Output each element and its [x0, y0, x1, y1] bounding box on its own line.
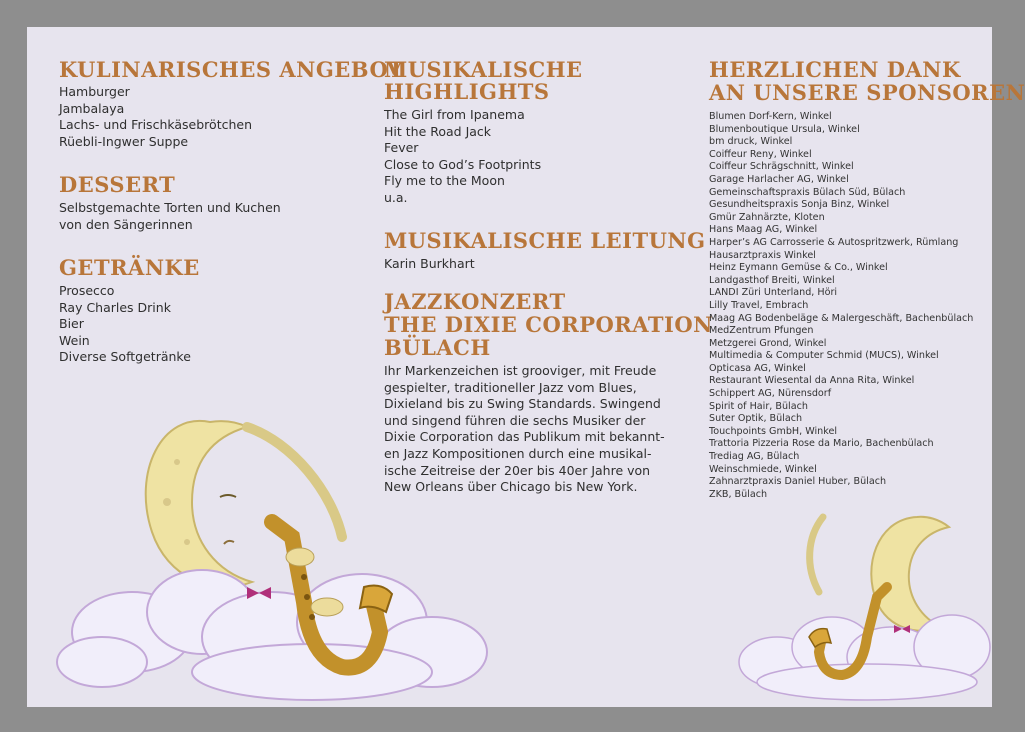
list-item: Ray Charles Drink: [59, 299, 171, 315]
moon-saxophone-illustration-small: [727, 497, 992, 707]
list-item: Lachs- und Frischkäsebrötchen: [59, 117, 253, 133]
sponsor-item: Opticasa AG, Winkel: [709, 362, 806, 374]
sponsor-item: Gesundheitspraxis Sonja Binz, Winkel: [709, 199, 890, 211]
leitung-heading: MUSIKALISCHE LEITUNG: [384, 228, 706, 253]
kulinarisch-list: [59, 84, 359, 150]
sponsor-item: Weinschmiede, Winkel: [709, 463, 817, 475]
getraenke-list: [59, 283, 359, 366]
highlights-heading-line: MUSIKALISCHE: [384, 57, 583, 82]
list-item: Prosecco: [59, 283, 115, 298]
sponsoren-heading: [709, 58, 1025, 104]
list-item: Hit the Road Jack: [384, 123, 492, 139]
sponsor-item: Blumen Dorf-Kern, Winkel: [709, 111, 832, 122]
sponsor-item: LANDI Züri Unterland, Höri: [709, 287, 838, 299]
sponsor-item: Heinz Eymann Gemüse & Co., Winkel: [709, 262, 888, 274]
highlights-heading-line: HIGHLIGHTS: [384, 79, 550, 104]
konzert-heading: [384, 290, 713, 359]
list-item: Hamburger: [59, 84, 130, 99]
sponsor-item: Suter Optik, Bülach: [709, 413, 803, 425]
list-item: Bier: [59, 316, 84, 332]
sponsor-item: Coiffeur Schrägschnitt, Winkel: [709, 161, 854, 173]
sponsor-item: Schippert AG, Nürensdorf: [709, 388, 832, 400]
sponsor-item: Spirit of Hair, Bülach: [709, 400, 808, 412]
list-item: Fly me to the Moon: [384, 173, 505, 189]
list-item: Wein: [59, 332, 90, 348]
sponsor-item: Coiffeur Reny, Winkel: [709, 148, 812, 160]
leitung-name: Karin Burkhart: [384, 256, 475, 271]
konzert-heading-line: THE DIXIE CORPORATION: [384, 312, 713, 337]
list-item: The Girl from Ipanema: [384, 107, 525, 122]
moon-icon: [146, 421, 252, 587]
sponsor-item: Restaurant Wiesental da Anna Rita, Winkel: [709, 375, 915, 387]
sponsoren-heading-line: HERZLICHEN DANK: [709, 57, 961, 82]
kulinarisch-heading: KULINARISCHES ANGEBOT: [59, 57, 405, 82]
konzert-line: en Jazz Kompositionen durch eine musikal-: [384, 445, 652, 461]
sponsor-item: Trattoria Pizzeria Rose da Mario, Bachenbülach: [709, 438, 934, 450]
sponsor-item: Zahnarztpraxis Daniel Huber, Bülach: [709, 476, 887, 488]
sponsor-item: Harper’s AG Carrosserie & Autospritzwerk, Rümlang: [709, 236, 959, 248]
dessert-heading: DESSERT: [59, 172, 176, 197]
moon-saxophone-illustration-large: [42, 382, 512, 707]
getraenke-heading: GETRÄNKE: [59, 255, 200, 280]
dessert-text: [59, 200, 359, 233]
moon-icon: [871, 517, 949, 631]
konzert-line: ische Zeitreise der 20er bis 40er Jahre von: [384, 462, 651, 478]
konzert-line: Dixie Corporation das Publikum mit bekannt-: [384, 429, 665, 445]
sponsor-item: Blumenboutique Ursula, Winkel: [709, 123, 860, 135]
sponsor-item: Trediag AG, Bülach: [709, 451, 800, 463]
konzert-line: Ihr Markenzeichen ist grooviger, mit Freude: [384, 363, 657, 378]
konzert-line: gespielter, traditioneller Jazz vom Blues,: [384, 379, 637, 395]
sponsor-item: bm druck, Winkel: [709, 136, 793, 148]
sponsor-item: Gmür Zahnärzte, Kloten: [709, 211, 825, 223]
list-item: u.a.: [384, 189, 408, 205]
sponsor-item: Lilly Travel, Embrach: [709, 299, 809, 311]
list-item: Rüebli-Ingwer Suppe: [59, 133, 189, 149]
konzert-heading-line: JAZZKONZERT: [384, 289, 566, 314]
sponsor-item: Multimedia & Computer Schmid (MUCS), Winkel: [709, 350, 939, 362]
sponsor-item: Metzgerei Grond, Winkel: [709, 337, 827, 349]
sponsoren-heading-line: AN UNSERE SPONSOREN: [709, 80, 1025, 105]
konzert-line: New Orleans über Chicago bis New York.: [384, 479, 638, 495]
sponsor-item: Landgasthof Breiti, Winkel: [709, 274, 835, 286]
sponsor-item: ZKB, Bülach: [709, 488, 768, 500]
sponsor-item: Maag AG Bodenbeläge & Malergeschäft, Bachenbülach: [709, 312, 974, 324]
sponsor-item: Hausarztpraxis Winkel: [709, 249, 816, 261]
list-item: Jambalaya: [59, 100, 125, 116]
flyer-page: [27, 27, 1025, 707]
sponsor-item: MedZentrum Pfungen: [709, 325, 814, 337]
sponsor-item: Gemeinschaftspraxis Bülach Süd, Bülach: [709, 186, 906, 198]
list-item: Diverse Softgetränke: [59, 349, 191, 365]
konzert-line: Dixieland bis zu Swing Standards. Swingend: [384, 396, 661, 412]
sponsor-item: Garage Harlacher AG, Winkel: [709, 173, 849, 185]
sponsor-list: [709, 111, 979, 501]
konzert-line: und singend führen die sechs Musiker der: [384, 412, 646, 428]
sponsor-item: Hans Maag AG, Winkel: [709, 224, 818, 236]
dessert-line: Selbstgemachte Torten und Kuchen: [59, 200, 281, 215]
highlights-heading: [384, 59, 583, 103]
sponsor-item: Touchpoints GmbH, Winkel: [709, 425, 838, 437]
highlights-list: [384, 107, 674, 207]
list-item: Fever: [384, 140, 419, 156]
konzert-heading-line: BÜLACH: [384, 335, 491, 360]
list-item: Close to God’s Footprints: [384, 156, 542, 172]
dessert-line: von den Sängerinnen: [59, 216, 193, 232]
